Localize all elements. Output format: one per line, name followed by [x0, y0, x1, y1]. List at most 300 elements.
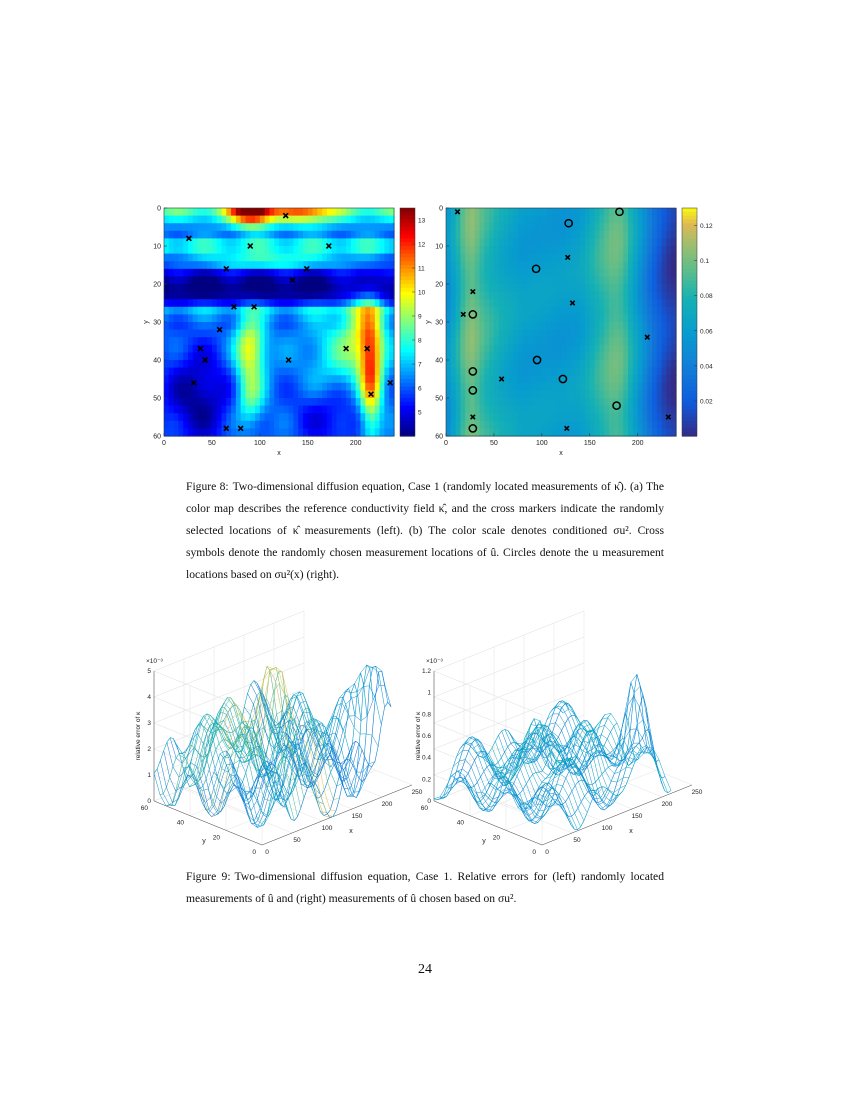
- heatmap-cell: [289, 254, 294, 262]
- heatmap-cell: [647, 322, 652, 330]
- heatmap-cell: [518, 231, 523, 239]
- heatmap-cell: [460, 368, 465, 376]
- heatmap-cell: [542, 352, 547, 360]
- heatmap-cell: [332, 208, 337, 216]
- heatmap-cell: [313, 307, 318, 315]
- z-tick-label: 0.6: [421, 733, 431, 740]
- heatmap-cell: [642, 352, 647, 360]
- heatmap-cell: [551, 284, 556, 292]
- heatmap-cell: [547, 413, 552, 421]
- heatmap-cell: [380, 269, 385, 277]
- heatmap-cell: [666, 254, 671, 262]
- colorbar-segment: [682, 238, 697, 242]
- heatmap-cell: [202, 322, 207, 330]
- heatmap-cell: [255, 238, 260, 246]
- heatmap-cell: [446, 406, 451, 414]
- heatmap-cell: [604, 360, 609, 368]
- heatmap-cell: [523, 223, 528, 231]
- heatmap-cell: [527, 284, 532, 292]
- heatmap-cell: [384, 276, 389, 284]
- heatmap-cell: [633, 223, 638, 231]
- heatmap-cell: [337, 216, 342, 224]
- kappa-heatmap: [140, 198, 430, 460]
- heatmap-cell: [245, 352, 250, 360]
- heatmap-cell: [322, 413, 327, 421]
- heatmap-cell: [556, 223, 561, 231]
- heatmap-cell: [542, 299, 547, 307]
- heatmap-cell: [537, 246, 542, 254]
- heatmap-cell: [375, 390, 380, 398]
- heatmap-cell: [451, 231, 456, 239]
- heatmap-cell: [623, 322, 628, 330]
- heatmap-cell: [298, 276, 303, 284]
- heatmap-cell: [341, 375, 346, 383]
- heatmap-cell: [255, 352, 260, 360]
- heatmap-cell: [518, 269, 523, 277]
- heatmap-cell: [337, 375, 342, 383]
- heatmap-cell: [561, 352, 566, 360]
- heatmap-cell: [561, 246, 566, 254]
- colorbar-segment: [682, 246, 697, 250]
- heatmap-cell: [662, 307, 667, 315]
- heatmap-cell: [566, 246, 571, 254]
- heatmap-cell: [174, 360, 179, 368]
- figure8-text: Two-dimensional diffusion equation, Case 1 (randomly located measurements of κ̂). (a) The color map describes the reference conductivity field κ̂, and the cross markers indicate the randomly selected locations of κ̂ measurements (left). (b) The color scale denotes conditioned σu². Cross symbols denote the randomly chosen measurement locations of û. Circles denote the u measurement locations based on σu²(x) (right).: [186, 480, 665, 581]
- heatmap-cell: [542, 223, 547, 231]
- heatmap-cell: [365, 238, 370, 246]
- heatmap-cell: [480, 345, 485, 353]
- heatmap-cell: [489, 383, 494, 391]
- heatmap-cell: [250, 337, 255, 345]
- heatmap-cell: [284, 223, 289, 231]
- heatmap-cell: [346, 421, 351, 429]
- heatmap-cell: [260, 261, 265, 269]
- heatmap-cell: [174, 284, 179, 292]
- heatmap-cell: [475, 223, 480, 231]
- heatmap-cell: [604, 238, 609, 246]
- heatmap-cell: [178, 307, 183, 315]
- heatmap-cell: [375, 307, 380, 315]
- heatmap-cell: [322, 398, 327, 406]
- heatmap-cell: [484, 246, 489, 254]
- heatmap-cell: [451, 322, 456, 330]
- heatmap-cell: [284, 390, 289, 398]
- heatmap-cell: [202, 231, 207, 239]
- heatmap-cell: [662, 254, 667, 262]
- colorbar-segment: [400, 428, 415, 432]
- heatmap-cell: [260, 299, 265, 307]
- heatmap-cell: [169, 421, 174, 429]
- heatmap-cell: [274, 383, 279, 391]
- heatmap-cell: [590, 231, 595, 239]
- heatmap-cell: [547, 322, 552, 330]
- heatmap-cell: [590, 360, 595, 368]
- heatmap-cell: [255, 246, 260, 254]
- heatmap-cell: [489, 216, 494, 224]
- heatmap-cell: [183, 330, 188, 338]
- heatmap-cell: [222, 292, 227, 300]
- heatmap-cell: [351, 406, 356, 414]
- x-tick-label: 150: [631, 813, 643, 820]
- heatmap-cell: [365, 428, 370, 436]
- heatmap-cell: [465, 360, 470, 368]
- heatmap-cell: [652, 352, 657, 360]
- heatmap-cell: [380, 314, 385, 322]
- heatmap-cell: [236, 292, 241, 300]
- colorbar-segment: [400, 375, 415, 379]
- heatmap-cell: [269, 216, 274, 224]
- heatmap-cell: [518, 352, 523, 360]
- z-tick-label: 0.8: [421, 711, 431, 719]
- heatmap-cell: [571, 284, 576, 292]
- heatmap-cell: [231, 330, 236, 338]
- heatmap-cell: [164, 223, 169, 231]
- heatmap-cell: [494, 284, 499, 292]
- heatmap-cell: [274, 322, 279, 330]
- heatmap-cell: [356, 406, 361, 414]
- heatmap-cell: [460, 360, 465, 368]
- colorbar-segment: [682, 303, 697, 307]
- heatmap-cell: [484, 368, 489, 376]
- heatmap-cell: [322, 330, 327, 338]
- colorbar-tick-label: 13: [418, 217, 426, 225]
- heatmap-cell: [169, 292, 174, 300]
- heatmap-cell: [551, 269, 556, 277]
- heatmap-cell: [475, 330, 480, 338]
- heatmap-cell: [666, 360, 671, 368]
- heatmap-cell: [327, 314, 332, 322]
- heatmap-cell: [614, 360, 619, 368]
- heatmap-cell: [380, 368, 385, 376]
- heatmap-cell: [657, 413, 662, 421]
- heatmap-cell: [322, 322, 327, 330]
- heatmap-cell: [174, 330, 179, 338]
- heatmap-cell: [245, 261, 250, 269]
- heatmap-cell: [178, 383, 183, 391]
- colorbar-segment: [682, 242, 697, 246]
- heatmap-cell: [269, 352, 274, 360]
- heatmap-cell: [633, 406, 638, 414]
- heatmap-cell: [380, 360, 385, 368]
- heatmap-cell: [571, 390, 576, 398]
- heatmap-cell: [303, 238, 308, 246]
- heatmap-cell: [236, 231, 241, 239]
- heatmap-cell: [527, 231, 532, 239]
- heatmap-cell: [298, 246, 303, 254]
- heatmap-cell: [236, 276, 241, 284]
- heatmap-cell: [317, 254, 322, 262]
- heatmap-cell: [609, 307, 614, 315]
- heatmap-cell: [657, 406, 662, 414]
- heatmap-cell: [628, 254, 633, 262]
- heatmap-cell: [332, 413, 337, 421]
- heatmap-cell: [465, 284, 470, 292]
- heatmap-cell: [475, 360, 480, 368]
- z-tick-label: 1: [147, 772, 151, 779]
- heatmap-cell: [317, 345, 322, 353]
- heatmap-cell: [284, 368, 289, 376]
- heatmap-cell: [356, 307, 361, 315]
- heatmap-cell: [623, 421, 628, 429]
- heatmap-cell: [566, 368, 571, 376]
- heatmap-cell: [226, 406, 231, 414]
- colorbar-segment: [400, 394, 415, 398]
- heatmap-cell: [580, 299, 585, 307]
- heatmap-cell: [178, 330, 183, 338]
- heatmap-cell: [327, 345, 332, 353]
- heatmap-cell: [513, 269, 518, 277]
- heatmap-cell: [666, 238, 671, 246]
- heatmap-cell: [542, 269, 547, 277]
- heatmap-cell: [317, 246, 322, 254]
- heatmap-cell: [313, 208, 318, 216]
- heatmap-cell: [513, 322, 518, 330]
- heatmap-cell: [547, 375, 552, 383]
- heatmap-cell: [265, 208, 270, 216]
- heatmap-cell: [308, 231, 313, 239]
- heatmap-cell: [484, 390, 489, 398]
- heatmap-cell: [489, 307, 494, 315]
- heatmap-cell: [303, 413, 308, 421]
- heatmap-cell: [465, 406, 470, 414]
- heatmap-cell: [380, 375, 385, 383]
- heatmap-cell: [527, 345, 532, 353]
- heatmap-cell: [164, 254, 169, 262]
- heatmap-cell: [298, 383, 303, 391]
- heatmap-cell: [508, 246, 513, 254]
- heatmap-cell: [337, 299, 342, 307]
- heatmap-cell: [604, 322, 609, 330]
- heatmap-cell: [551, 322, 556, 330]
- heatmap-cell: [274, 406, 279, 414]
- colorbar-segment: [400, 299, 415, 303]
- heatmap-cell: [628, 299, 633, 307]
- heatmap-cell: [537, 345, 542, 353]
- heatmap-cell: [499, 345, 504, 353]
- heatmap-cell: [308, 246, 313, 254]
- heatmap-cell: [604, 421, 609, 429]
- colorbar-segment: [682, 231, 697, 235]
- heatmap-cell: [188, 216, 193, 224]
- heatmap-cell: [365, 299, 370, 307]
- heatmap-cell: [451, 352, 456, 360]
- heatmap-cell: [193, 345, 198, 353]
- heatmap-cell: [537, 337, 542, 345]
- z-axis-label: relative error of κ: [135, 711, 142, 761]
- heatmap-cell: [623, 246, 628, 254]
- heatmap-cell: [231, 413, 236, 421]
- heatmap-cell: [174, 413, 179, 421]
- heatmap-cell: [188, 254, 193, 262]
- heatmap-cell: [614, 421, 619, 429]
- heatmap-cell: [504, 352, 509, 360]
- heatmap-cell: [561, 413, 566, 421]
- heatmap-cell: [360, 360, 365, 368]
- heatmap-cell: [346, 314, 351, 322]
- heatmap-cell: [547, 231, 552, 239]
- heatmap-cell: [245, 307, 250, 315]
- heatmap-cell: [523, 337, 528, 345]
- colorbar-segment: [400, 417, 415, 421]
- colorbar-segment: [682, 406, 697, 410]
- heatmap-cell: [590, 216, 595, 224]
- heatmap-cell: [222, 208, 227, 216]
- heatmap-cell: [245, 208, 250, 216]
- heatmap-cell: [174, 383, 179, 391]
- heatmap-cell: [456, 314, 461, 322]
- heatmap-cell: [289, 368, 294, 376]
- colorbar-segment: [682, 295, 697, 299]
- heatmap-cell: [317, 360, 322, 368]
- heatmap-cell: [327, 390, 332, 398]
- heatmap-cell: [518, 375, 523, 383]
- heatmap-cell: [174, 352, 179, 360]
- heatmap-cell: [595, 314, 600, 322]
- heatmap-cell: [217, 383, 222, 391]
- heatmap-cell: [164, 368, 169, 376]
- heatmap-cell: [188, 413, 193, 421]
- heatmap-cell: [365, 383, 370, 391]
- heatmap-cell: [638, 421, 643, 429]
- heatmap-cell: [322, 383, 327, 391]
- heatmap-cell: [566, 307, 571, 315]
- heatmap-cell: [542, 413, 547, 421]
- heatmap-cell: [518, 223, 523, 231]
- heatmap-cell: [527, 398, 532, 406]
- heatmap-cell: [327, 322, 332, 330]
- heatmap-cell: [523, 216, 528, 224]
- heatmap-cell: [255, 345, 260, 353]
- heatmap-cell: [465, 208, 470, 216]
- heatmap-cell: [183, 261, 188, 269]
- heatmap-cell: [595, 345, 600, 353]
- heatmap-cell: [489, 231, 494, 239]
- heatmap-cell: [365, 413, 370, 421]
- colorbar-segment: [400, 223, 415, 227]
- heatmap-cell: [269, 223, 274, 231]
- heatmap-cell: [585, 383, 590, 391]
- heatmap-cell: [289, 421, 294, 429]
- heatmap-cell: [284, 406, 289, 414]
- heatmap-cell: [518, 238, 523, 246]
- heatmap-cell: [193, 322, 198, 330]
- heatmap-cell: [250, 284, 255, 292]
- heatmap-cell: [164, 246, 169, 254]
- heatmap-cell: [269, 292, 274, 300]
- heatmap-cell: [202, 345, 207, 353]
- heatmap-cell: [480, 276, 485, 284]
- heatmap-cell: [614, 292, 619, 300]
- heatmap-cell: [456, 413, 461, 421]
- heatmap-cell: [513, 216, 518, 224]
- heatmap-cell: [207, 238, 212, 246]
- heatmap-cell: [542, 398, 547, 406]
- heatmap-cell: [532, 322, 537, 330]
- heatmap-cell: [561, 276, 566, 284]
- heatmap-cell: [217, 246, 222, 254]
- heatmap-cell: [178, 216, 183, 224]
- x-axis-line: [542, 785, 692, 845]
- heatmap-cell: [303, 292, 308, 300]
- heatmap-cell: [245, 269, 250, 277]
- heatmap-cell: [662, 337, 667, 345]
- heatmap-cell: [590, 352, 595, 360]
- heatmap-cell: [662, 428, 667, 436]
- heatmap-cell: [255, 254, 260, 262]
- heatmap-cell: [226, 360, 231, 368]
- heatmap-cell: [551, 216, 556, 224]
- colorbar-segment: [400, 352, 415, 356]
- colorbar-segment: [682, 352, 697, 356]
- heatmap-cell: [662, 246, 667, 254]
- heatmap-cell: [298, 292, 303, 300]
- heatmap-cell: [198, 428, 203, 436]
- heatmap-cell: [322, 276, 327, 284]
- heatmap-cell: [370, 428, 375, 436]
- heatmap-cell: [202, 375, 207, 383]
- heatmap-cell: [207, 390, 212, 398]
- heatmap-cell: [217, 269, 222, 277]
- heatmap-cell: [332, 276, 337, 284]
- heatmap-cell: [662, 292, 667, 300]
- heatmap-cell: [308, 398, 313, 406]
- heatmap-cell: [222, 254, 227, 262]
- heatmap-cell: [551, 299, 556, 307]
- heatmap-cell: [633, 421, 638, 429]
- heatmap-cell: [642, 292, 647, 300]
- heatmap-cell: [332, 322, 337, 330]
- heatmap-cell: [619, 368, 624, 376]
- heatmap-cell: [494, 352, 499, 360]
- heatmap-cell: [341, 398, 346, 406]
- heatmap-cell: [532, 299, 537, 307]
- colorbar-segment: [400, 330, 415, 334]
- heatmap-cell: [595, 428, 600, 436]
- colorbar-segment: [682, 227, 697, 231]
- heatmap-cell: [341, 299, 346, 307]
- z-tick-label: 3: [147, 720, 151, 727]
- heatmap-cell: [308, 216, 313, 224]
- heatmap-cell: [523, 284, 528, 292]
- colorbar-segment: [400, 269, 415, 273]
- heatmap-cell: [446, 375, 451, 383]
- heatmap-cell: [360, 238, 365, 246]
- heatmap-cell: [595, 246, 600, 254]
- heatmap-cell: [556, 292, 561, 300]
- heatmap-cell: [551, 223, 556, 231]
- heatmap-cell: [494, 216, 499, 224]
- heatmap-cell: [241, 261, 246, 269]
- heatmap-cell: [633, 292, 638, 300]
- heatmap-cell: [250, 276, 255, 284]
- heatmap-cell: [183, 246, 188, 254]
- heatmap-cell: [604, 390, 609, 398]
- heatmap-cell: [207, 231, 212, 239]
- x-tick-label: 50: [293, 837, 301, 844]
- heatmap-cell: [169, 413, 174, 421]
- heatmap-cell: [236, 375, 241, 383]
- heatmap-cell: [480, 246, 485, 254]
- heatmap-cell: [222, 406, 227, 414]
- heatmap-cell: [313, 223, 318, 231]
- heatmap-cell: [380, 406, 385, 414]
- heatmap-cell: [279, 246, 284, 254]
- heatmap-cell: [255, 390, 260, 398]
- heatmap-cell: [508, 406, 513, 414]
- heatmap-cell: [298, 284, 303, 292]
- heatmap-cell: [599, 261, 604, 269]
- heatmap-cell: [590, 314, 595, 322]
